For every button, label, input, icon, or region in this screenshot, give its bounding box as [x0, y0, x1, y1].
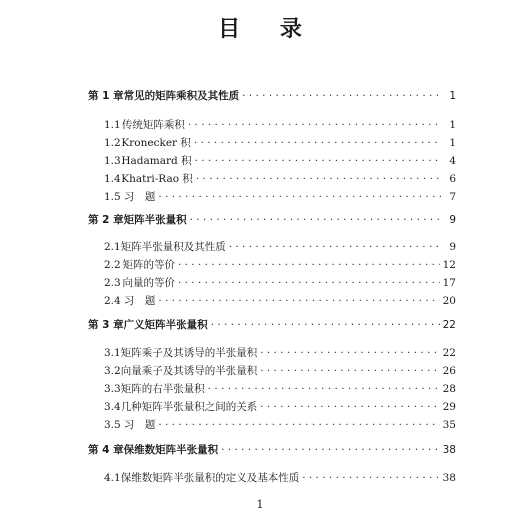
dot-leader	[178, 276, 440, 290]
dot-leader	[158, 190, 441, 204]
entry-page-number: 9	[449, 241, 456, 253]
dot-leader	[229, 240, 441, 254]
dot-leader	[221, 443, 440, 457]
dot-leader	[196, 172, 441, 186]
toc-section-entry[interactable]	[88, 471, 456, 485]
toc-chapter-entry[interactable]	[88, 89, 456, 103]
entry-title: 向量乘子及其诱导的半张量积	[120, 365, 258, 377]
entry-number: 4.1	[104, 472, 121, 484]
dot-leader	[260, 400, 439, 414]
entry-page-number: 17	[442, 277, 456, 289]
entry-title: 保维数矩阵半张量积的定义及基本性质	[120, 472, 300, 484]
entry-page-number: 1	[449, 119, 456, 131]
dot-leader	[260, 346, 439, 360]
dot-leader	[260, 364, 439, 378]
dot-leader	[208, 382, 440, 396]
entry-page-number: 1	[449, 90, 456, 102]
entry-title: 常见的矩阵乘积及其性质	[123, 90, 240, 102]
toc-section-entry[interactable]	[88, 418, 456, 432]
toc-section-entry[interactable]	[88, 240, 456, 254]
entry-title: 矩阵半张量积及其性质	[120, 241, 226, 253]
entry-page-number: 20	[442, 295, 456, 307]
toc-section-entry[interactable]	[88, 118, 456, 132]
entry-number: 1.1	[104, 119, 121, 131]
entry-title: 保维数矩阵半张量积	[123, 444, 219, 456]
entry-number: 2.4	[104, 295, 121, 307]
dot-leader	[188, 118, 441, 132]
dot-leader	[194, 136, 441, 150]
entry-title: 几种矩阵半张量积之间的关系	[120, 401, 258, 413]
entry-page-number: 9	[449, 214, 456, 226]
entry-number: 3.4	[104, 401, 121, 413]
toc-chapter-entry[interactable]	[88, 443, 456, 457]
toc-section-entry[interactable]	[88, 364, 456, 378]
entry-title: 习 题	[123, 191, 156, 203]
entry-page-number: 12	[442, 259, 456, 271]
dot-leader	[195, 154, 441, 168]
dot-leader	[302, 471, 439, 485]
page-number-footer: 1	[256, 498, 264, 511]
entry-number: 3.3	[104, 383, 121, 395]
entry-title: 传统矩阵乘积	[121, 119, 185, 131]
dot-leader	[242, 89, 441, 103]
entry-number: 3.2	[104, 365, 121, 377]
entry-page-number: 26	[442, 365, 456, 377]
entry-number: 第 3 章	[88, 319, 124, 331]
entry-page-number: 35	[442, 419, 456, 431]
entry-number: 2.2	[104, 259, 121, 271]
entry-title: 矩阵半张量积	[123, 214, 187, 226]
entry-page-number: 7	[449, 191, 456, 203]
entry-title: 向量的等价	[122, 277, 175, 289]
entry-number: 1.5	[104, 191, 121, 203]
entry-page-number: 22	[442, 319, 456, 331]
toc-section-entry[interactable]	[88, 154, 456, 168]
page-title: 目 录	[218, 16, 318, 42]
entry-title: 习 题	[123, 419, 156, 431]
entry-title: 习 题	[123, 295, 156, 307]
entry-page-number: 29	[442, 401, 456, 413]
toc-section-entry[interactable]	[88, 190, 456, 204]
entry-number: 3.1	[104, 347, 121, 359]
toc-section-entry[interactable]	[88, 346, 456, 360]
entry-title: Kronecker 积	[121, 137, 191, 149]
toc-section-entry[interactable]	[88, 294, 456, 308]
entry-title: Khatri-Rao 积	[121, 173, 193, 185]
entry-number: 第 2 章	[88, 214, 124, 226]
dot-leader	[158, 418, 439, 432]
entry-number: 2.1	[104, 241, 121, 253]
toc-section-entry[interactable]	[88, 382, 456, 396]
toc-section-entry[interactable]	[88, 276, 456, 290]
entry-title: Hadamard 积	[121, 155, 192, 167]
entry-page-number: 1	[449, 137, 456, 149]
toc-section-entry[interactable]	[88, 400, 456, 414]
entry-page-number: 38	[442, 444, 456, 456]
entry-number: 第 1 章	[88, 90, 124, 102]
entry-title: 矩阵的等价	[122, 259, 175, 271]
entry-title: 广义矩阵半张量积	[123, 319, 208, 331]
toc-section-entry[interactable]	[88, 172, 456, 186]
toc-section-entry[interactable]	[88, 258, 456, 272]
entry-page-number: 28	[442, 383, 456, 395]
entry-number: 1.4	[104, 173, 121, 185]
entry-number: 2.3	[104, 277, 121, 289]
dot-leader	[190, 213, 441, 227]
entry-page-number: 22	[442, 347, 456, 359]
entry-page-number: 38	[442, 472, 456, 484]
toc-section-entry[interactable]	[88, 136, 456, 150]
entry-number: 1.3	[104, 155, 121, 167]
entry-page-number: 6	[449, 173, 456, 185]
dot-leader	[178, 258, 440, 272]
entry-page-number: 4	[449, 155, 456, 167]
entry-title: 矩阵乘子及其诱导的半张量积	[120, 347, 258, 359]
toc-chapter-entry[interactable]	[88, 318, 456, 332]
entry-number: 第 4 章	[88, 444, 124, 456]
entry-number: 1.2	[104, 137, 121, 149]
entry-number: 3.5	[104, 419, 121, 431]
entry-title: 矩阵的右半张量积	[120, 383, 205, 395]
dot-leader	[211, 318, 440, 332]
toc-chapter-entry[interactable]	[88, 213, 456, 227]
dot-leader	[158, 294, 439, 308]
